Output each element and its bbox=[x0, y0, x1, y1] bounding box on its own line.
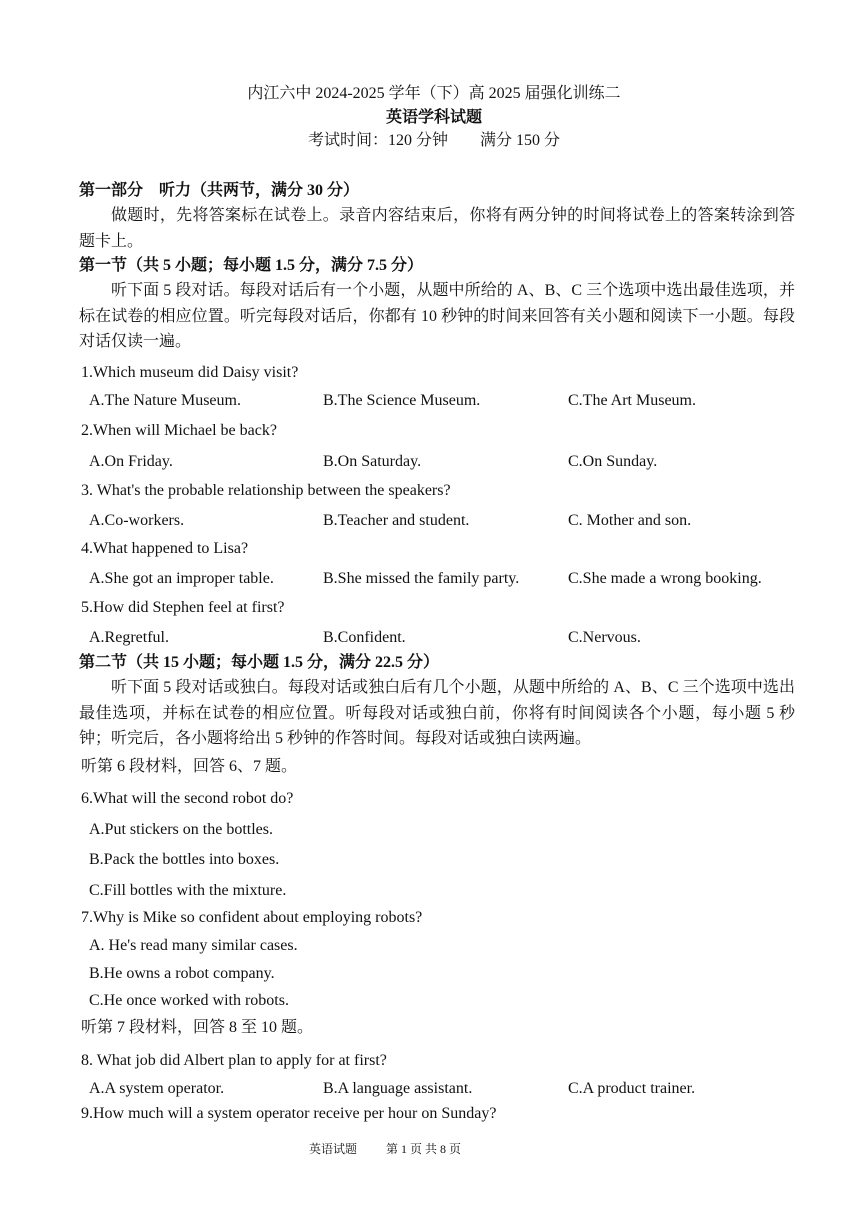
q6-option-a: A.Put stickers on the bottles. bbox=[89, 821, 273, 838]
q7-option-a: A. He's read many similar cases. bbox=[89, 937, 298, 954]
q7-option-c: C.He once worked with robots. bbox=[89, 992, 289, 1009]
q8-option-a: A.A system operator. bbox=[89, 1080, 225, 1097]
q2-option-b: B.On Saturday. bbox=[323, 453, 422, 470]
q2-option-c: C.On Sunday. bbox=[568, 453, 658, 470]
q4-option-b: B.She missed the family party. bbox=[323, 570, 520, 587]
section1-instructions: 听下面 5 段对话。每段对话后有一个小题，从题中所给的 A、B、C 三个选项中选出最佳选项，并标在试卷的相应位置。听完每段对话后，你都有 10 秒钟的时间来回答有关小题和阅读下一小题。每段对话仅读一遍。 bbox=[79, 282, 795, 350]
q8-option-c: C.A product trainer. bbox=[568, 1080, 696, 1097]
q6-option-c: C.Fill bottles with the mixture. bbox=[89, 882, 287, 899]
q3-option-a: A.Co-workers. bbox=[89, 512, 185, 529]
material-7-note: 听第 7 段材料，回答 8 至 10 题。 bbox=[81, 1019, 314, 1036]
q1-option-c: C.The Art Museum. bbox=[568, 392, 696, 409]
question-2: 2.When will Michael be back? bbox=[81, 422, 277, 439]
q2-option-a: A.On Friday. bbox=[89, 453, 173, 470]
q3-option-c: C. Mother and son. bbox=[568, 512, 692, 529]
q5-option-c: C.Nervous. bbox=[568, 629, 641, 646]
q7-option-b: B.He owns a robot company. bbox=[89, 965, 275, 982]
q8-option-b: B.A language assistant. bbox=[323, 1080, 473, 1097]
exam-title: 内江六中 2024-2025 学年（下）高 2025 届强化训练二 bbox=[247, 85, 621, 102]
footer-subject: 英语试题 bbox=[309, 1142, 358, 1156]
question-4: 4.What happened to Lisa? bbox=[81, 540, 249, 557]
question-7: 7.Why is Mike so confident about employing robots? bbox=[81, 909, 423, 926]
q1-option-a: A.The Nature Museum. bbox=[89, 392, 241, 409]
q3-option-b: B.Teacher and student. bbox=[323, 512, 470, 529]
section1-heading: 第一节（共 5 小题；每小题 1.5 分，满分 7.5 分） bbox=[79, 257, 424, 274]
footer-page-info: 第 1 页 共 8 页 bbox=[386, 1142, 462, 1156]
section2-instructions: 听下面 5 段对话或独白。每段对话或独白后有几个小题，从题中所给的 A、B、C 三个选项中选出最佳选项，并标在试卷的相应位置。听每段对话或独白前，你将有时间阅读各个小题，每小题 5 秒钟；听完后，各小题将给出 5 秒钟的作答时间。每段对话或独白读两遍。 bbox=[79, 679, 795, 747]
section2-heading: 第二节（共 15 小题；每小题 1.5 分，满分 22.5 分） bbox=[79, 654, 440, 671]
q5-option-b: B.Confident. bbox=[323, 629, 406, 646]
question-1: 1.Which museum did Daisy visit? bbox=[81, 364, 299, 381]
q4-option-c: C.She made a wrong booking. bbox=[568, 570, 762, 587]
subject-title: 英语学科试题 bbox=[385, 109, 482, 126]
question-8: 8. What job did Albert plan to apply for at first? bbox=[81, 1052, 387, 1069]
question-5: 5.How did Stephen feel at first? bbox=[81, 599, 285, 616]
part1-instructions: 做题时，先将答案标在试卷上。录音内容结束后，你将有两分钟的时间将试卷上的答案转涂到答题卡上。 bbox=[79, 207, 795, 250]
q1-option-b: B.The Science Museum. bbox=[323, 392, 481, 409]
question-9: 9.How much will a system operator receive per hour on Sunday? bbox=[81, 1105, 497, 1122]
question-3: 3. What's the probable relationship between the speakers? bbox=[81, 482, 451, 499]
exam-info: 考试时间：120 分钟 满分 150 分 bbox=[307, 132, 560, 149]
material-6-note: 听第 6 段材料，回答 6、7 题。 bbox=[81, 758, 298, 775]
q6-option-b: B.Pack the bottles into boxes. bbox=[89, 851, 280, 868]
part1-heading: 第一部分 听力（共两节，满分 30 分） bbox=[79, 182, 360, 199]
question-6: 6.What will the second robot do? bbox=[81, 790, 294, 807]
q4-option-a: A.She got an improper table. bbox=[89, 570, 274, 587]
q5-option-a: A.Regretful. bbox=[89, 629, 169, 646]
